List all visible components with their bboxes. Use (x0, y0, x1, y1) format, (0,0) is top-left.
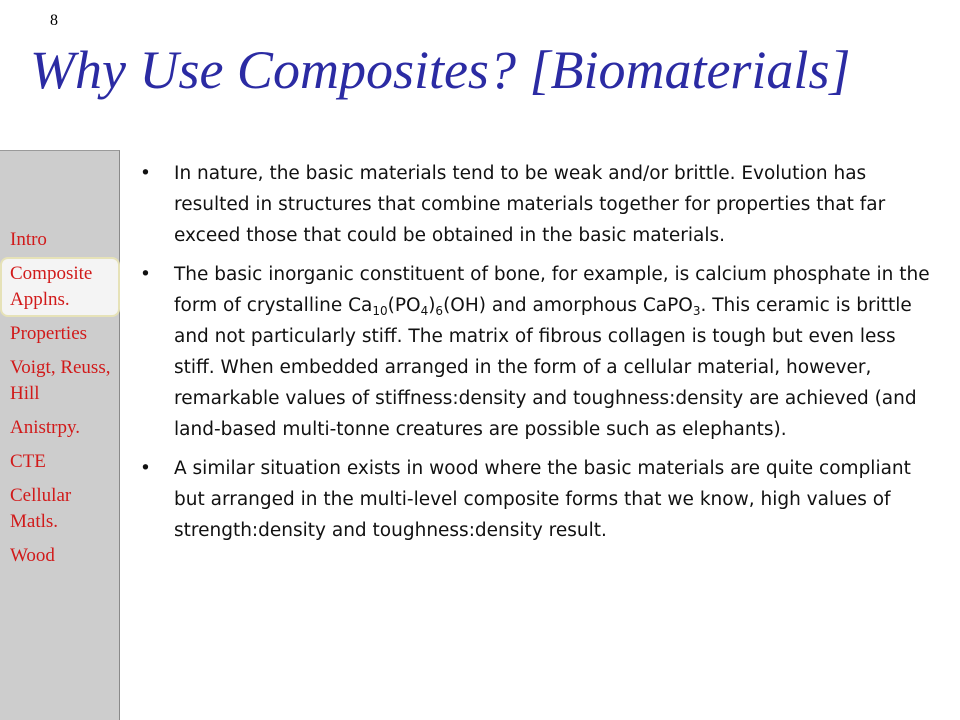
bullet-item (140, 158, 940, 251)
nav-item-composite-applns[interactable]: Composite Applns. (0, 257, 120, 317)
bullet-text: The basic inorganic constituent of bone, for example, is calcium phosphate in the form of crystalline $Ca_{10}(PO_4)_6(OH)$ and amorphous CaPO$_3$. This ceramic is brittle and not particularly stiff. The matrix of fibrous collagen is tough but even less stiff. When embedded arranged in the form of a cellular material, however, remarkable values of stiffness:density and toughness:density are achieved (and land-based multi-tonne creatures are possible such as elephants). (174, 264, 930, 440)
nav-item-properties[interactable]: Properties (10, 323, 88, 344)
slide-body (140, 158, 940, 554)
nav-item-cte[interactable]: CTE (10, 451, 46, 472)
bullet-text: In nature, the basic materials tend to be weak and/or brittle. Evolution has resulted in structures that combine materials together for properties that far exceed those that could be obtained in the basic materials. (174, 163, 886, 246)
bullet-item (140, 453, 940, 546)
slide-number: 8 (50, 12, 58, 29)
bullet-dot-icon: • (140, 264, 151, 285)
sidebar-nav (0, 150, 120, 720)
slide-title: Why Use Composites? [Biomaterials] (30, 40, 851, 100)
nav-item-wood[interactable]: Wood (10, 545, 55, 566)
bullet-text: A similar situation exists in wood where the basic materials are quite compliant but arranged in the multi-level composite forms that we know, high values of strength:density and toughness:density result. (174, 458, 911, 541)
nav-item-intro[interactable]: Intro (10, 229, 47, 250)
nav-list (0, 223, 120, 573)
nav-item-voigt-reuss-hill[interactable]: Voigt, Reuss, Hill (10, 357, 111, 404)
bullet-dot-icon: • (140, 163, 151, 184)
nav-item-cellular-matls[interactable]: Cellular Matls. (10, 485, 72, 532)
bullet-dot-icon: • (140, 458, 151, 479)
bullet-item (140, 259, 940, 445)
nav-item-anistrpy[interactable]: Anistrpy. (10, 417, 81, 438)
